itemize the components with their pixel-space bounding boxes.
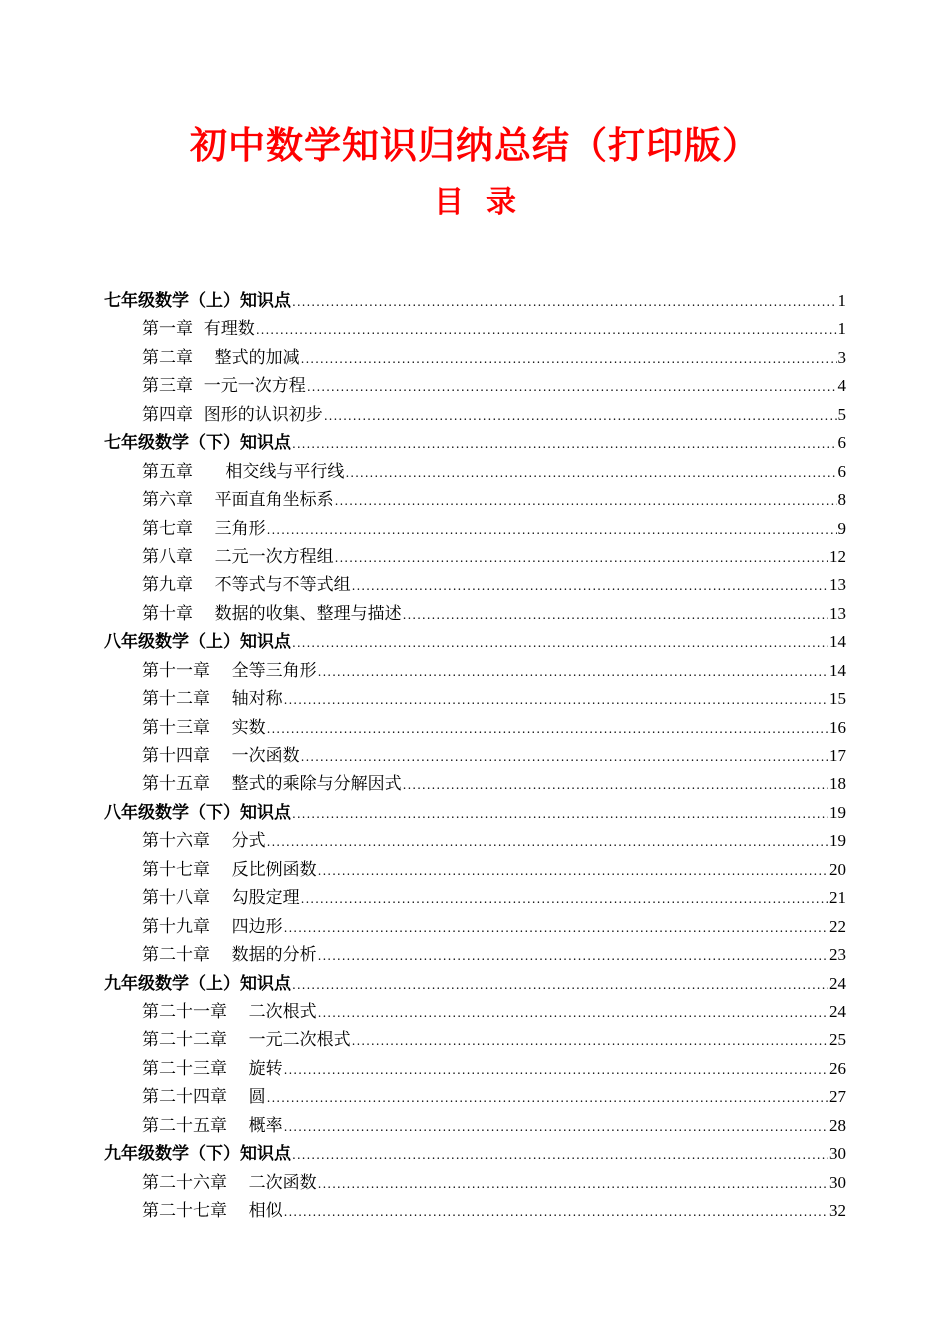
toc-entry-title: 第三章 一元一次方程 [142, 376, 306, 397]
toc-dot-leader [292, 288, 837, 316]
toc-chapter-row[interactable] [104, 714, 846, 742]
toc-chapter-row[interactable] [104, 571, 846, 599]
toc-page-number: 13 [829, 575, 846, 595]
toc-chapter-row[interactable] [104, 1197, 846, 1225]
toc-entry-title: 第八章 二元一次方程组 [142, 546, 334, 567]
toc-section-row[interactable] [104, 429, 846, 457]
toc-chapter-row[interactable] [104, 315, 846, 343]
toc-entry-title: 第十六章 分式 [142, 831, 266, 852]
toc-chapter-row[interactable] [104, 401, 846, 429]
toc-page-number: 21 [829, 888, 846, 908]
toc-entry-title: 八年级数学（下）知识点 [104, 802, 291, 823]
toc-dot-leader [301, 743, 828, 771]
toc-dot-leader [301, 345, 837, 373]
toc-page-number: 26 [829, 1058, 846, 1078]
toc-entry-title: 七年级数学（上）知识点 [104, 291, 291, 311]
toc-dot-leader [403, 771, 828, 799]
toc-page-number: 24 [829, 973, 846, 993]
toc-chapter-row[interactable] [104, 685, 846, 713]
toc-dot-leader [301, 885, 828, 913]
toc-chapter-row[interactable] [104, 458, 846, 486]
toc-section-row[interactable] [104, 970, 846, 998]
toc-chapter-row[interactable] [104, 657, 846, 685]
toc-dot-leader [352, 572, 828, 600]
toc-page-number: 22 [829, 916, 846, 936]
toc-chapter-row[interactable] [104, 1112, 846, 1140]
toc-page-number: 4 [837, 376, 846, 396]
toc-entry-title: 九年级数学（下）知识点 [104, 1144, 291, 1165]
toc-page-number: 32 [829, 1201, 846, 1220]
toc-entry-title: 第五章 相交线与平行线 [142, 461, 345, 482]
toc-dot-leader [318, 658, 828, 686]
toc-page-number: 14 [829, 632, 846, 652]
toc-entry-title: 第九章 不等式与不等式组 [142, 575, 351, 596]
toc-entry-title: 第二十四章 圆 [142, 1087, 266, 1108]
toc-page-number: 23 [829, 945, 846, 965]
toc-page-number: 9 [837, 518, 846, 538]
toc-page-number: 30 [829, 1172, 846, 1192]
toc-entry-title: 第十章 数据的收集、整理与描述 [142, 603, 402, 624]
toc-entry-title: 第十三章 实数 [142, 717, 266, 738]
toc-dot-leader [284, 1113, 828, 1141]
toc-entry-title: 第十五章 整式的乘除与分解因式 [142, 774, 402, 795]
toc-entry-title: 第二十五章 概率 [142, 1115, 283, 1136]
toc-chapter-row[interactable] [104, 770, 846, 798]
toc-chapter-row[interactable] [104, 543, 846, 571]
toc-section-row[interactable] [104, 1140, 846, 1168]
toc-dot-leader [318, 942, 828, 970]
toc-chapter-row[interactable] [104, 827, 846, 855]
toc-chapter-row[interactable] [104, 515, 846, 543]
toc-dot-leader [284, 914, 828, 942]
toc-dot-leader [335, 544, 828, 572]
toc-dot-leader [284, 1056, 828, 1084]
toc-entry-title: 第十四章 一次函数 [142, 746, 300, 766]
toc-chapter-row[interactable] [104, 1055, 846, 1083]
toc-chapter-row[interactable] [104, 600, 846, 628]
toc-entry-title: 八年级数学（上）知识点 [104, 632, 291, 653]
toc-dot-leader [292, 629, 828, 657]
toc-entry-title: 第十八章 勾股定理 [142, 888, 300, 909]
toc-entry-title: 第四章 图形的认识初步 [142, 404, 323, 425]
toc-chapter-row[interactable] [104, 486, 846, 514]
toc-page-number: 1 [837, 291, 846, 310]
toc-page-number: 14 [829, 660, 846, 680]
toc-entry-title: 第十七章 反比例函数 [142, 859, 317, 880]
toc-dot-leader [307, 373, 837, 401]
toc-dot-leader [292, 430, 837, 458]
toc-entry-title: 第二十七章 相似 [142, 1201, 283, 1221]
toc-chapter-row[interactable] [104, 1026, 846, 1054]
toc-entry-title: 第二十一章 二次根式 [142, 1001, 317, 1022]
toc-dot-leader [267, 828, 828, 856]
toc-chapter-row[interactable] [104, 742, 846, 770]
toc-chapter-row[interactable] [104, 1169, 846, 1197]
toc-chapter-row[interactable] [104, 856, 846, 884]
toc-chapter-row[interactable] [104, 344, 846, 372]
toc-chapter-row[interactable] [104, 998, 846, 1026]
toc-page-number: 6 [837, 461, 846, 481]
toc-page-number: 30 [829, 1144, 846, 1164]
toc-chapter-row[interactable] [104, 372, 846, 400]
toc-page-number: 27 [829, 1087, 846, 1107]
toc-entry-title: 第二章 整式的加减 [142, 347, 300, 368]
toc-dot-leader [292, 1141, 828, 1169]
toc-entry-title: 第六章 平面直角坐标系 [142, 490, 334, 511]
toc-dot-leader [267, 715, 828, 743]
toc-entry-title: 七年级数学（下）知识点 [104, 433, 291, 454]
page-subtitle: 目录 [434, 185, 538, 220]
toc-page-number: 6 [837, 433, 846, 453]
toc-page-number: 3 [837, 347, 846, 367]
toc-dot-leader [292, 971, 828, 999]
toc-page-number: 19 [829, 802, 846, 822]
toc-dot-leader [256, 316, 837, 344]
toc-dot-leader [335, 487, 837, 515]
toc-page-number: 24 [829, 1001, 846, 1021]
toc-entry-title: 第二十三章 旋转 [142, 1058, 283, 1079]
toc-dot-leader [284, 686, 828, 714]
toc-section-row[interactable] [104, 799, 846, 827]
page-title: 初中数学知识归纳总结（打印版） [190, 124, 760, 167]
toc-page-number: 19 [829, 831, 846, 851]
toc-page-number: 18 [829, 774, 846, 794]
toc-entry-title: 第一章 有理数 [142, 319, 255, 340]
toc-chapter-row[interactable] [104, 1083, 846, 1111]
toc-section-row[interactable] [104, 628, 846, 656]
toc-page-number: 15 [829, 689, 846, 709]
toc-dot-leader [267, 1084, 828, 1112]
toc-page-number: 28 [829, 1115, 846, 1135]
toc-page-number: 12 [829, 546, 846, 566]
toc-page-number: 1 [837, 319, 846, 339]
toc-chapter-row[interactable] [104, 884, 846, 912]
toc-dot-leader [352, 1027, 828, 1055]
toc-entry-title: 九年级数学（上）知识点 [104, 973, 291, 994]
toc-dot-leader [318, 1170, 828, 1198]
toc-dot-leader [324, 402, 837, 430]
toc-page-number: 20 [829, 859, 846, 879]
toc-entry-title: 第二十六章 二次函数 [142, 1172, 317, 1193]
toc-entry-title: 第十一章 全等三角形 [142, 660, 317, 681]
table-of-contents [104, 287, 846, 1225]
toc-entry-title: 第十九章 四边形 [142, 916, 283, 937]
toc-section-row[interactable] [104, 287, 846, 315]
toc-dot-leader [267, 516, 837, 544]
toc-entry-title: 第十二章 轴对称 [142, 689, 283, 710]
toc-page-number: 5 [837, 404, 846, 424]
toc-page-number: 13 [829, 603, 846, 623]
toc-page-number: 8 [837, 490, 846, 510]
toc-dot-leader [318, 857, 828, 885]
toc-dot-leader [318, 999, 828, 1027]
toc-page-number: 16 [829, 717, 846, 737]
toc-entry-title: 第二十二章 一元二次根式 [142, 1030, 351, 1051]
toc-dot-leader [284, 1198, 828, 1226]
toc-page-number: 25 [829, 1030, 846, 1050]
toc-page-number: 17 [829, 746, 846, 765]
toc-chapter-row[interactable] [104, 913, 846, 941]
toc-dot-leader [345, 459, 836, 487]
toc-dot-leader [403, 601, 828, 629]
toc-entry-title: 第二十章 数据的分析 [142, 945, 317, 966]
toc-chapter-row[interactable] [104, 941, 846, 969]
toc-entry-title: 第七章 三角形 [142, 518, 266, 539]
toc-dot-leader [292, 800, 828, 828]
